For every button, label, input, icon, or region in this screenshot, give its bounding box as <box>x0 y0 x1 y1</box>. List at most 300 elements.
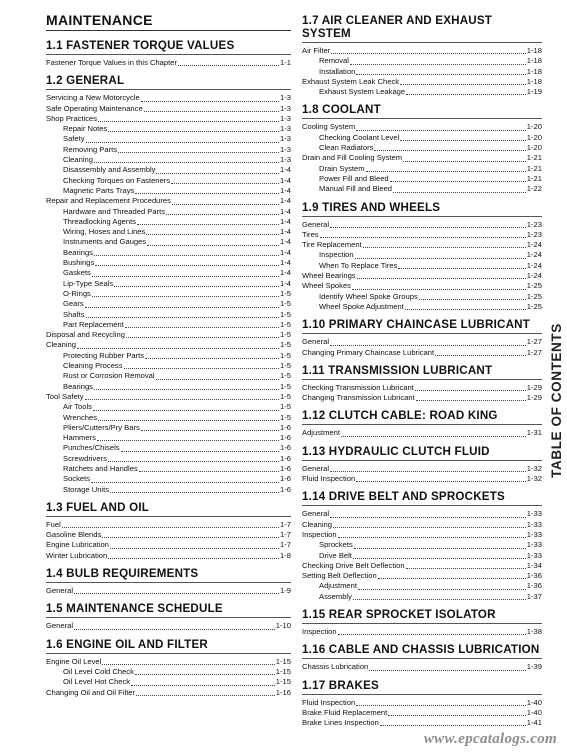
toc-entry[interactable] <box>302 530 542 540</box>
toc-entry[interactable] <box>302 627 542 637</box>
dot-leader <box>136 695 275 696</box>
toc-left-column <box>46 12 291 702</box>
toc-subentry[interactable] <box>46 667 291 677</box>
entry-title: Tires <box>302 229 319 239</box>
entry-title: Bushings <box>63 258 95 268</box>
page-number: 1-27 <box>526 337 542 347</box>
toc-subentry[interactable] <box>46 258 291 268</box>
toc-entry[interactable] <box>302 509 542 519</box>
dot-leader <box>94 255 279 256</box>
page-number: 1-6 <box>280 474 291 484</box>
entry-title: Fastener Torque Values in this Chapter <box>46 58 177 67</box>
entry-title: Changing Transmission Lubricant <box>302 393 415 403</box>
toc-subentry[interactable] <box>302 143 542 153</box>
page-number: 1-9 <box>280 586 291 596</box>
dot-leader <box>374 150 525 151</box>
dot-leader <box>74 629 275 630</box>
entry-title: Installation <box>319 66 356 76</box>
dot-leader <box>77 348 279 349</box>
entry-title: Rust or Corrosion Removal <box>63 371 155 381</box>
dot-leader <box>94 389 279 390</box>
dot-leader <box>145 358 279 359</box>
toc-entry[interactable] <box>302 561 542 571</box>
entry-title: Punches/Chisels <box>63 443 120 453</box>
entry-title: Hardware and Threaded Parts <box>63 206 166 216</box>
toc-subentry[interactable] <box>302 292 542 302</box>
toc-subentry[interactable] <box>302 592 542 602</box>
toc-subentry[interactable] <box>46 402 291 412</box>
page-number: 1-18 <box>526 66 542 76</box>
section-title[interactable]: 1.5 MAINTENANCE SCHEDULE <box>46 600 291 618</box>
page-number: 1-4 <box>280 185 291 195</box>
toc-subentry[interactable] <box>46 145 291 155</box>
entry-title: Safe Operating Maintenance <box>46 103 143 113</box>
entry-title: Removing Parts <box>63 144 118 154</box>
page-number: 1-27 <box>526 347 542 357</box>
page-number: 1-15 <box>275 656 291 666</box>
toc-entry[interactable] <box>302 571 542 581</box>
page-number: 1-36 <box>526 581 542 591</box>
toc-entry[interactable] <box>302 230 542 240</box>
entry-title: Magnetic Parts Trays <box>63 185 135 195</box>
toc-subentry[interactable] <box>302 551 542 561</box>
entry-title: Bearings <box>63 381 93 391</box>
toc-entry[interactable] <box>302 393 542 403</box>
page-number: 1-29 <box>526 382 542 392</box>
page-number: 1-20 <box>526 132 542 142</box>
toc-entry[interactable] <box>302 348 542 358</box>
left-section-list <box>46 37 291 698</box>
toc-entry[interactable] <box>302 474 542 484</box>
page-number: 1-15 <box>275 677 291 687</box>
entry-title: When To Replace Tires <box>319 260 398 270</box>
entry-title: Fluid Inspection <box>302 474 356 484</box>
page-number: 1-5 <box>280 391 291 401</box>
entry-title: Exhaust System Leak Check <box>302 76 400 86</box>
toc-subentry[interactable] <box>46 433 291 443</box>
dot-leader <box>353 599 526 600</box>
toc-subentry[interactable] <box>46 382 291 392</box>
dot-leader <box>419 299 526 300</box>
entry-title: Drain and Fill Cooling System <box>302 153 403 163</box>
toc-subentry[interactable] <box>46 413 291 423</box>
page-number: 1-38 <box>526 626 542 636</box>
page-number: 1-7 <box>280 540 291 550</box>
toc-subentry[interactable] <box>46 124 291 134</box>
dot-leader <box>388 715 526 716</box>
toc-subentry[interactable] <box>46 310 291 320</box>
page-number: 1-3 <box>280 155 291 165</box>
entry-title: Wrenches <box>63 412 98 422</box>
dot-leader <box>378 578 526 579</box>
dot-leader <box>390 181 526 182</box>
page-number: 1-33 <box>526 540 542 550</box>
toc-subentry[interactable] <box>46 454 291 464</box>
dot-leader <box>406 94 526 95</box>
toc-entry[interactable] <box>46 114 291 124</box>
page-number: 1-4 <box>280 258 291 268</box>
entry-title: Wheel Spokes <box>302 281 351 291</box>
page-number: 1-7 <box>280 530 291 540</box>
page-number: 1-3 <box>280 144 291 154</box>
entry-title: Checking Transmission Lubricant <box>302 382 414 392</box>
entry-title: Tool Safety <box>46 391 84 401</box>
toc-section <box>46 565 291 596</box>
dot-leader <box>114 286 279 287</box>
toc-subentry[interactable] <box>46 320 291 330</box>
toc-section <box>302 12 542 97</box>
toc-subentry[interactable] <box>46 176 291 186</box>
dot-leader <box>146 234 279 235</box>
page-number: 1-4 <box>280 165 291 175</box>
toc-section <box>302 199 542 313</box>
dot-leader <box>85 399 279 400</box>
page-number: 1-6 <box>280 484 291 494</box>
toc-subentry[interactable] <box>46 464 291 474</box>
toc-subentry[interactable] <box>46 268 291 278</box>
entry-title: Checking Torques on Fasteners <box>63 175 171 185</box>
entry-title: O-Rings <box>63 288 91 298</box>
dot-leader <box>121 451 279 452</box>
toc-entry[interactable] <box>302 383 542 393</box>
page-number: 1-5 <box>280 299 291 309</box>
dot-leader <box>92 276 279 277</box>
toc-subentry[interactable] <box>46 207 291 217</box>
page-number: 1-24 <box>526 271 542 281</box>
toc-subentry[interactable] <box>302 302 542 312</box>
entry-title: General <box>302 219 330 229</box>
page-number: 1-3 <box>280 93 291 103</box>
section-title[interactable]: 1.10 PRIMARY CHAINCASE LUBRICANT <box>302 316 542 334</box>
toc-subentry[interactable] <box>46 227 291 237</box>
section-title[interactable]: 1.11 TRANSMISSION LUBRICANT <box>302 362 542 380</box>
dot-leader <box>356 481 526 482</box>
entry-title: Shafts <box>63 309 85 319</box>
entry-title: General <box>302 463 330 473</box>
toc-subentry[interactable] <box>46 237 291 247</box>
section-title[interactable]: 1.2 GENERAL <box>46 72 291 90</box>
page-number: 1-4 <box>280 237 291 247</box>
page-number: 1-24 <box>526 250 542 260</box>
toc-entry[interactable] <box>302 662 542 672</box>
page-number: 1-5 <box>280 350 291 360</box>
toc-entry[interactable] <box>302 240 542 250</box>
toc-subentry[interactable] <box>46 279 291 289</box>
toc-entry[interactable] <box>46 392 291 402</box>
toc-subentry[interactable] <box>46 423 291 433</box>
entry-title: Drive Belt <box>319 550 352 560</box>
toc-subentry[interactable] <box>46 134 291 144</box>
page-number: 1-5 <box>280 319 291 329</box>
toc-subentry[interactable] <box>46 361 291 371</box>
section-title[interactable]: 1.12 CLUTCH CABLE: ROAD KING <box>302 407 542 425</box>
toc-section <box>302 641 542 672</box>
section-title[interactable]: 1.1 FASTENER TORQUE VALUES <box>46 37 291 55</box>
page-number: 1-41 <box>526 718 542 728</box>
toc-entry[interactable] <box>46 530 291 540</box>
page-number: 1-5 <box>280 371 291 381</box>
toc-subentry[interactable] <box>302 133 542 143</box>
dot-leader <box>405 309 526 310</box>
entry-title: Changing Oil and Oil Filter <box>46 687 136 697</box>
toc-section <box>302 677 542 729</box>
toc-subentry[interactable] <box>302 581 542 591</box>
page-number: 1-5 <box>280 340 291 350</box>
dot-leader <box>98 121 279 122</box>
entry-title: Sprockets <box>319 540 353 550</box>
toc-entry[interactable] <box>46 104 291 114</box>
toc-subentry[interactable] <box>302 250 542 260</box>
entry-title: Setting Belt Deflection <box>302 571 377 581</box>
page-number: 1-3 <box>280 124 291 134</box>
dot-leader <box>141 101 279 102</box>
dot-leader <box>144 111 279 112</box>
entry-title: Hammers <box>63 433 96 443</box>
toc-entry[interactable] <box>302 77 542 87</box>
toc-subentry[interactable] <box>46 677 291 687</box>
page-number: 1-15 <box>275 666 291 676</box>
page-number: 1-23 <box>526 229 542 239</box>
page-number: 1-22 <box>526 184 542 194</box>
page-number: 1-5 <box>280 361 291 371</box>
dot-leader <box>124 368 280 369</box>
dot-leader <box>141 430 279 431</box>
toc-section <box>302 362 542 404</box>
toc-entry[interactable] <box>46 520 291 530</box>
toc-entry[interactable] <box>46 330 291 340</box>
page-number: 1-4 <box>280 175 291 185</box>
page-number: 1-21 <box>526 163 542 173</box>
section-title[interactable]: 1.9 TIRES AND WHEELS <box>302 199 542 217</box>
entry-title: Ratchets and Handles <box>63 463 138 473</box>
dot-leader <box>98 420 279 421</box>
dot-leader <box>393 192 526 193</box>
page-number: 1-40 <box>526 707 542 717</box>
toc-entry[interactable] <box>302 708 542 718</box>
dot-leader <box>341 436 526 437</box>
page-number: 1-6 <box>280 433 291 443</box>
page-number: 1-5 <box>280 309 291 319</box>
toc-subentry[interactable] <box>46 443 291 453</box>
dot-leader <box>86 317 279 318</box>
dot-leader <box>333 527 526 528</box>
toc-entry[interactable] <box>46 93 291 103</box>
toc-subentry[interactable] <box>302 184 542 194</box>
toc-entry[interactable] <box>302 281 542 291</box>
toc-subentry[interactable] <box>302 174 542 184</box>
section-title[interactable]: 1.3 FUEL AND OIL <box>46 499 291 517</box>
entry-title: Servicing a New Motorcycle <box>46 93 140 103</box>
toc-subentry[interactable] <box>46 186 291 196</box>
dot-leader <box>139 471 279 472</box>
dot-leader <box>416 400 526 401</box>
section-title[interactable]: 1.4 BULB REQUIREMENTS <box>46 565 291 583</box>
page-number: 1-5 <box>280 402 291 412</box>
dot-leader <box>400 140 526 141</box>
toc-entry[interactable] <box>46 657 291 667</box>
entry-title: Gaskets <box>63 268 91 278</box>
toc-entry[interactable] <box>302 337 542 347</box>
page-number: 1-40 <box>526 697 542 707</box>
page-number: 1-37 <box>526 591 542 601</box>
toc-subentry[interactable] <box>302 67 542 77</box>
entry-title: Oil Level Hot Check <box>63 677 131 687</box>
dot-leader <box>415 390 526 391</box>
dot-leader <box>369 670 526 671</box>
toc-entry[interactable] <box>302 428 542 438</box>
entry-title: Wiring, Hoses and Lines <box>63 227 146 237</box>
toc-subentry[interactable] <box>302 56 542 66</box>
entry-title: Removal <box>319 56 349 66</box>
entry-title: Threadlocking Agents <box>63 216 137 226</box>
page-number: 1-4 <box>280 227 291 237</box>
toc-entry[interactable] <box>46 196 291 206</box>
dot-leader <box>131 685 275 686</box>
dot-leader <box>102 537 279 538</box>
dot-leader <box>338 537 526 538</box>
toc-entry[interactable] <box>46 58 291 68</box>
toc-section <box>46 636 291 698</box>
dot-leader <box>330 471 526 472</box>
toc-subentry[interactable] <box>302 87 542 97</box>
section-title[interactable]: 1.15 REAR SPROCKET ISOLATOR <box>302 606 542 624</box>
page-number: 1-25 <box>526 281 542 291</box>
entry-title: Repair and Replacement Procedures <box>46 196 171 206</box>
dot-leader <box>331 53 526 54</box>
toc-entry[interactable] <box>302 46 542 56</box>
toc-subentry[interactable] <box>46 165 291 175</box>
entry-title: Engine Lubrication <box>46 540 109 550</box>
dot-leader <box>330 345 526 346</box>
toc-subentry[interactable] <box>46 485 291 495</box>
page-number: 1-18 <box>526 76 542 86</box>
page-number: 1-31 <box>526 428 542 438</box>
page-number: 1-3 <box>280 134 291 144</box>
dot-leader <box>403 161 526 162</box>
dot-leader <box>178 65 279 66</box>
toc-section <box>302 606 542 637</box>
toc-subentry[interactable] <box>46 217 291 227</box>
entry-title: Clean Radiators <box>319 143 374 153</box>
toc-entry[interactable] <box>302 271 542 281</box>
page-number: 1-16 <box>275 687 291 697</box>
dot-leader <box>108 131 279 132</box>
toc-subentry[interactable] <box>46 289 291 299</box>
toc-entry[interactable] <box>302 220 542 230</box>
entry-title: Wheel Spoke Adjustment <box>319 301 404 311</box>
dot-leader <box>137 224 279 225</box>
toc-subentry[interactable] <box>46 371 291 381</box>
entry-title: Inspection <box>302 626 337 636</box>
toc-subentry[interactable] <box>46 299 291 309</box>
entry-title: Checking Coolant Level <box>319 132 400 142</box>
dot-leader <box>125 327 279 328</box>
section-title[interactable]: 1.13 HYDRAULIC CLUTCH FLUID <box>302 443 542 461</box>
section-title[interactable]: 1.14 DRIVE BELT AND SPROCKETS <box>302 488 542 506</box>
page-number: 1-4 <box>280 216 291 226</box>
page-number: 1-25 <box>526 301 542 311</box>
section-title[interactable]: 1.7 AIR CLEANER AND EXHAUST SYSTEM <box>302 12 542 43</box>
section-title[interactable]: 1.6 ENGINE OIL AND FILTER <box>46 636 291 654</box>
toc-subentry[interactable] <box>302 261 542 271</box>
dot-leader <box>97 440 279 441</box>
toc-entry[interactable] <box>302 520 542 530</box>
entry-title: General <box>46 621 74 631</box>
entry-title: Cleaning <box>302 519 332 529</box>
entry-title: Assembly <box>319 591 352 601</box>
page-number: 1-29 <box>526 393 542 403</box>
page-number: 1-4 <box>280 278 291 288</box>
dot-leader <box>406 568 526 569</box>
dot-leader <box>357 278 526 279</box>
dot-leader <box>118 152 279 153</box>
dot-leader <box>108 461 279 462</box>
page-number: 1-21 <box>526 153 542 163</box>
toc-entry[interactable] <box>302 464 542 474</box>
entry-title: Bearings <box>63 247 93 257</box>
toc-entry[interactable] <box>46 540 291 550</box>
entry-title: Repair Notes <box>63 124 108 134</box>
section-title[interactable]: 1.16 CABLE AND CHASSIS LUBRICATION <box>302 641 542 659</box>
chapter-title: MAINTENANCE <box>46 12 291 31</box>
section-title[interactable]: 1.8 COOLANT <box>302 101 542 119</box>
toc-entry[interactable] <box>46 586 291 596</box>
toc-subentry[interactable] <box>46 155 291 165</box>
page-number: 1-23 <box>526 219 542 229</box>
page-number: 1-7 <box>280 519 291 529</box>
toc-section <box>302 316 542 358</box>
toc-entry[interactable] <box>302 122 542 132</box>
page-number: 1-34 <box>526 560 542 570</box>
toc-entry[interactable] <box>46 688 291 698</box>
toc-entry[interactable] <box>46 340 291 350</box>
entry-title: Identify Wheel Spoke Groups <box>319 291 418 301</box>
page-number: 1-20 <box>526 143 542 153</box>
page-number: 1-33 <box>526 550 542 560</box>
dot-leader <box>93 410 279 411</box>
entry-title: Gears <box>63 299 84 309</box>
page-number: 1-6 <box>280 463 291 473</box>
dot-leader <box>330 227 526 228</box>
entry-title: Storage Units <box>63 484 110 494</box>
toc-subentry[interactable] <box>46 248 291 258</box>
toc-entry[interactable] <box>302 718 542 728</box>
entry-title: Engine Oil Level <box>46 656 102 666</box>
entry-title: Oil Level Cold Check <box>63 666 134 676</box>
entry-title: Cooling System <box>302 122 356 132</box>
entry-title: Safety <box>63 134 85 144</box>
page-number: 1-6 <box>280 453 291 463</box>
page-number: 1-32 <box>526 463 542 473</box>
dot-leader <box>363 247 526 248</box>
section-title[interactable]: 1.17 BRAKES <box>302 677 542 695</box>
toc-subentry[interactable] <box>302 164 542 174</box>
entry-title: Gasoline Blends <box>46 530 102 540</box>
toc-subentry[interactable] <box>302 540 542 550</box>
dot-leader <box>353 558 526 559</box>
toc-entry[interactable] <box>302 153 542 163</box>
dot-leader <box>135 674 275 675</box>
dot-leader <box>110 492 279 493</box>
entry-title: General <box>46 586 74 596</box>
dot-leader <box>102 664 274 665</box>
toc-entry[interactable] <box>46 621 291 631</box>
toc-entry[interactable] <box>46 551 291 561</box>
toc-subentry[interactable] <box>46 474 291 484</box>
toc-entry[interactable] <box>302 698 542 708</box>
page-number: 1-5 <box>280 381 291 391</box>
toc-subentry[interactable] <box>46 351 291 361</box>
